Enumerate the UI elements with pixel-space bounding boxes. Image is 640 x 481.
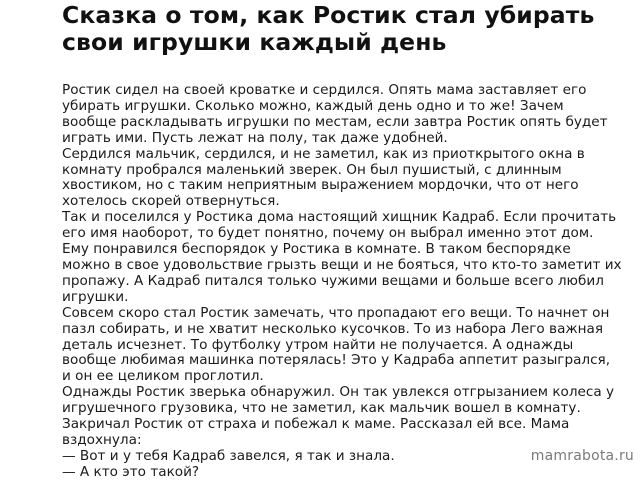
article-body: [62, 83, 622, 481]
article-title-line-2: свои игрушки каждый день: [62, 28, 447, 56]
dialogue-line: — А кто это такой?: [62, 463, 200, 480]
article-title: [62, 0, 622, 56]
article: [62, 0, 622, 481]
paragraph: Однажды Ростик зверька обнаружил. Он так увлекся отгрызанием колеса у игрушечного грузовика, что не заметил, как мальчик вошел в комнату. Закричал Ростик от страха и побежал к маме. Рассказал ей все. Мама вздохнула:: [62, 384, 615, 448]
dialogue-line: — Вот и у тебя Кадраб завелся, я так и знала.: [62, 447, 395, 464]
site-watermark: mamrabota.ru: [530, 448, 634, 464]
paragraph: Так и поселился у Ростика дома настоящий хищник Кадраб. Если прочитать его имя наоборот, то будет понятно, почему он выбрал именно этот дом. Ему понравился беспорядок у Ростика в комнате. В таком беспорядке можно в свое удовольствие грызть вещи и не бояться, что кто-то заметит их пропажу. А Кадраб питался только чужими вещами и больше всего любил игрушки.: [62, 209, 622, 305]
paragraph: Совсем скоро стал Ростик замечать, что пропадают его вещи. То начнет он пазл собирать, и не хватит несколько кусочков. То из набора Лего важная деталь исчезнет. То футболку утром найти не получается. А однажды вообще любимая машинка потерялась! Это у Кадраба аппетит разыгрался, и он ее целиком проглотил.: [62, 304, 611, 385]
paragraph: Сердился мальчик, сердился, и не заметил, как из приоткрытого окна в комнату пробрался маленький зверек. Он был пушистый, с длинным хвостиком, но с таким неприятным выражением мордочки, что от него хотелось скорей отвернуться.: [62, 145, 585, 210]
article-title-line-1: Сказка о том, как Ростик стал убирать: [62, 1, 595, 29]
paragraph: Ростик сидел на своей кроватке и сердился. Опять мама заставляет его убирать игрушки. Сколько можно, каждый день одно и то же! Зачем вообще раскладывать игрушки по местам, если завтра Ростик опять будет играть ими. Пусть лежат на полу, так даже удобней.: [62, 82, 608, 146]
